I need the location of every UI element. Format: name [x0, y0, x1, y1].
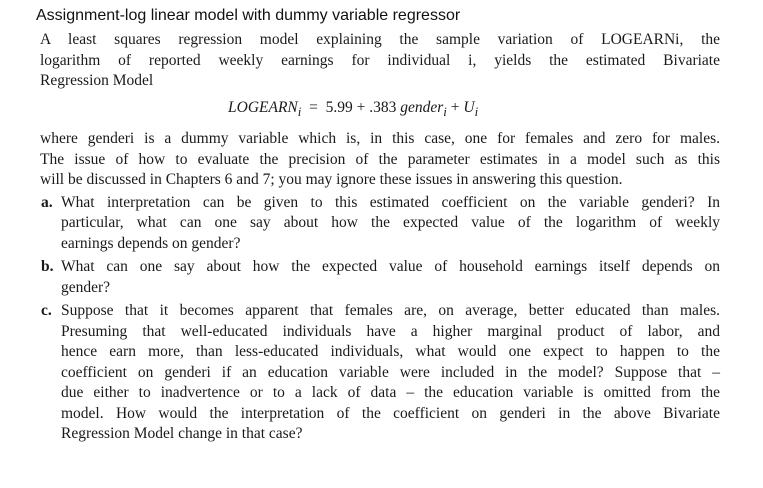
equation-plus: +	[450, 98, 460, 116]
equation-error-subscript: i	[474, 103, 479, 119]
equation-coefficient: .383	[369, 98, 397, 116]
context-paragraph	[40, 129, 720, 191]
question-label: c.	[41, 302, 52, 320]
problem-text	[40, 30, 720, 445]
question-a	[40, 193, 720, 255]
equation-variable-subscript: i	[443, 103, 447, 119]
question-line: Regression Model change in that case?	[61, 425, 303, 443]
question-label: b.	[41, 258, 54, 276]
question-line: coefficient on genderi if an education variable were included in the model? Suppose that –	[61, 363, 720, 381]
question-line: gender?	[61, 278, 111, 296]
question-line: What can one say about how the expected value of household earnings itself depends on	[61, 258, 720, 276]
equation-variable: gender	[400, 98, 444, 116]
question-label: a.	[41, 193, 53, 211]
question-line: hence earn more, than less-educated individuals, what would one expect to happen to the	[61, 343, 720, 361]
context-line: will be discussed in Chapters 6 and 7; you may ignore these issues in answering this question.	[40, 171, 623, 189]
context-line: The issue of how to evaluate the precision of the parameter estimates in a model such as this	[40, 150, 720, 168]
equation-lhs-subscript: i	[297, 103, 302, 119]
intro-paragraph	[40, 30, 720, 92]
intro-line: logarithm of reported weekly earnings for individual i, yields the estimated Bivariate	[40, 51, 720, 69]
intro-line: A least squares regression model explaining the sample variation of LOGEARNi, the	[40, 31, 720, 48]
context-line: where genderi is a dummy variable which is, in this case, one for females and zero for males.	[40, 130, 720, 148]
intro-line: Regression Model	[40, 72, 154, 89]
question-line: earnings depends on gender?	[61, 234, 241, 252]
question-c	[40, 301, 720, 445]
question-line: model. How would the interpretation of the coefficient on genderi in the above Bivariate	[61, 404, 720, 422]
equation-lhs: LOGEARN	[228, 98, 298, 116]
equation-equals: =	[309, 98, 318, 116]
page-title: Assignment-log linear model with dummy variable regressor	[36, 7, 461, 24]
question-line: Presuming that well-educated individuals have a higher marginal product of labor, and	[61, 322, 720, 340]
equation-plus: +	[356, 98, 366, 116]
equation-error: U	[463, 98, 475, 116]
question-line: What interpretation can be given to this estimated coefficient on the variable genderi? In	[61, 193, 720, 211]
regression-equation	[40, 98, 720, 123]
equation-intercept: 5.99	[325, 98, 353, 116]
question-b	[40, 257, 720, 298]
question-line: due either to inadvertence or to a lack of data – the education variable is omitted from the	[61, 384, 720, 402]
question-line: particular, what can one say about how the expected value of the logarithm of weekly	[61, 214, 720, 232]
question-line: Suppose that it becomes apparent that females are, on average, better educated than males.	[61, 302, 720, 320]
